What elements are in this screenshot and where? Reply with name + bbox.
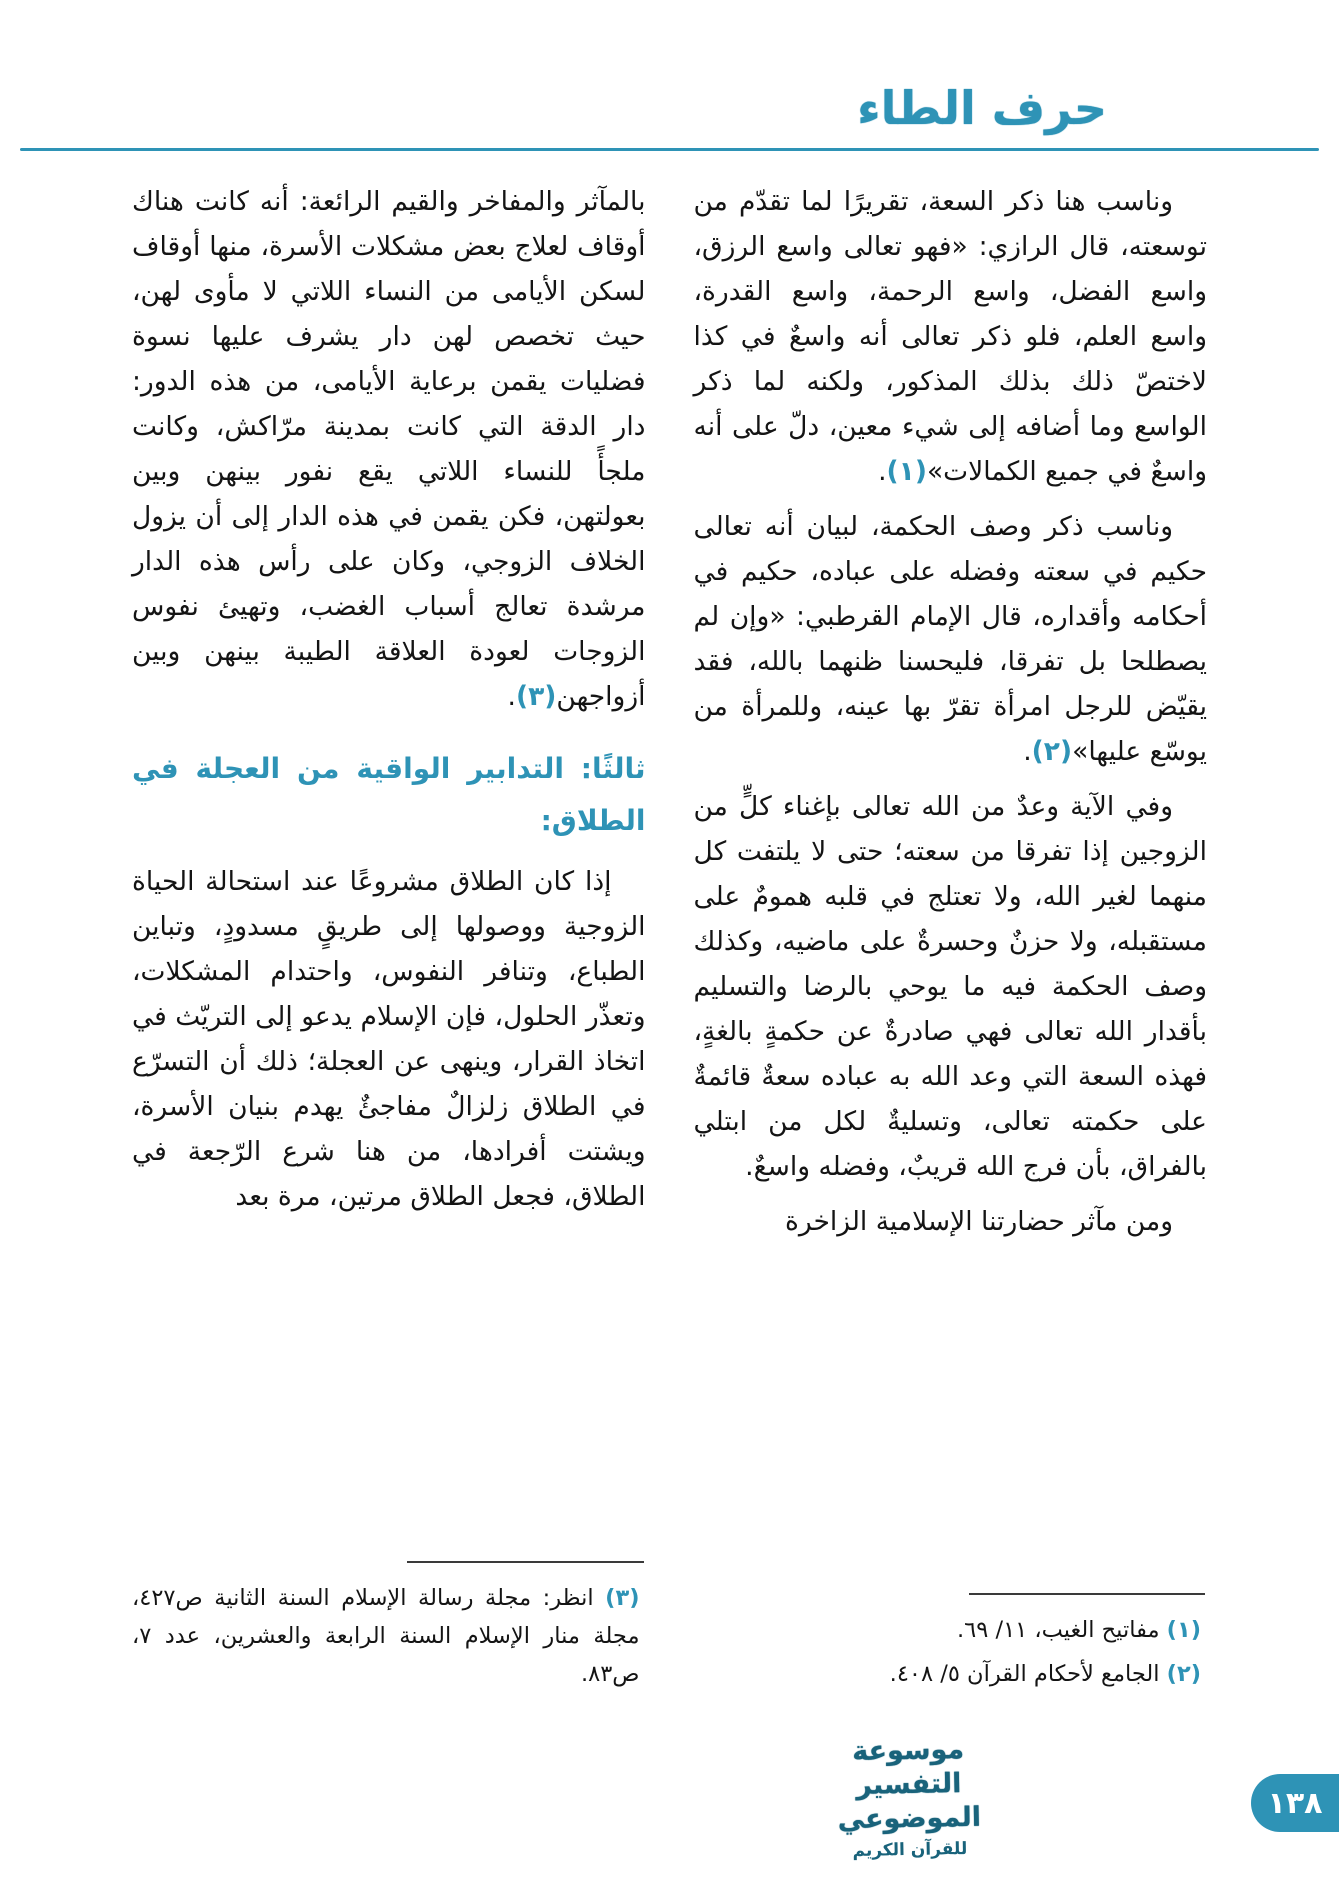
page-number-badge: ١٣٨ — [1251, 1774, 1339, 1832]
section-heading: ثالثًا: التدابير الواقية من العجلة في الطلاق: — [132, 752, 646, 837]
publisher-logo-title: موسوعة التفسير الموضوعي — [837, 1734, 982, 1836]
paragraph: ومن مآثر حضارتنا الإسلامية الزاخرة — [784, 1206, 1173, 1237]
right-footnotes-block — [694, 1593, 1208, 1703]
page-header — [0, 0, 1339, 151]
left-column — [132, 179, 646, 1703]
paragraph: بالمآثر والمفاخر والقيم الرائعة: أنه كانت هناك أوقاف لعلاج بعض مشكلات الأسرة، منها أوقاف لسكن الأيامى من النساء اللاتي لا مأوى لهن، حيث تخصص لهن دار يشرف عليها نسوة فضليات يقمن برعاية الأيامى، من هذه الدور: دار الدقة التي كانت بمدينة مرّاكش، وكانت ملجأً للنساء اللاتي يقع نفور بينهن وبين بعولتهن، فكن يقمن في هذه الدار إلى أن يزول الخلاف الزوجي، وكان على رأس هذه الدار مرشدة تعالج أسباب الغضب، وتهيئ نفوس الزوجات لعودة العلاقة الطيبة بينهن وبين أزواجهن(٣). — [132, 186, 646, 712]
left-footnotes-block — [132, 1561, 646, 1703]
footnote: (١) مفاتيح الغيب، ١١/ ٦٩. — [957, 1617, 1201, 1643]
paragraph: وناسب ذكر وصف الحكمة، لبيان أنه تعالى حكيم في سعته وفضله على عباده، حكيم في أحكامه وأقداره، قال الإمام القرطبي: «وإن لم يصطلحا بل تفرقا، فليحسنا ظنهما بالله، فقد يقيّض للرجل امرأة تقرّ بها عينه، وللمرأة من يوسّع عليها»(٢). — [693, 511, 1207, 767]
footnote-separator — [407, 1561, 643, 1563]
paragraph: وناسب هنا ذكر السعة، تقريرًا لما تقدّم من توسعته، قال الرازي: «فهو تعالى واسع الرزق، واسع الفضل، واسع الرحمة، واسع القدرة، واسع العلم، فلو ذكر تعالى أنه واسعٌ في كذا لاختصّ ذلك بذلك المذكور، ولكنه لما ذكر الواسع وما أضافه إلى شيء معين، دلّ على أنه واسعٌ في جميع الكمالات»(١). — [693, 186, 1207, 487]
publisher-logo — [800, 1732, 1018, 1864]
footnote: (٢) الجامع لأحكام القرآن ٥/ ٤٠٨. — [889, 1661, 1201, 1687]
paragraph: إذا كان الطلاق مشروعًا عند استحالة الحياة الزوجية ووصولها إلى طريقٍ مسدودٍ، وتباين الطباع، وتنافر النفوس، واحتدام المشكلات، وتعذّر الحلول، فإن الإسلام يدعو إلى التريّث في اتخاذ القرار، وينهى عن العجلة؛ ذلك أن التسرّع في الطلاق زلزالٌ مفاجئٌ يهدم بنيان الأسرة، ويشتت أفرادها، من هنا شرع الرّجعة في الطلاق، فجعل الطلاق مرتين، مرة بعد — [132, 866, 646, 1212]
footnote: (٣) انظر: مجلة رسالة الإسلام السنة الثانية ص٤٢٧، مجلة منار الإسلام السنة الرابعة والعشرين، عدد ٧، ص٨٣. — [132, 1585, 640, 1687]
chapter-title: حرف الطاء — [857, 81, 1107, 135]
paragraph: وفي الآية وعدٌ من الله تعالى بإغناء كلٍّ من الزوجين إذا تفرقا من سعته؛ حتى لا يلتفت كل منهما لغير الله، ولا تعتلج في قلبه همومٌ على مستقبله، ولا حزنٌ وحسرةٌ على ماضيه، وكذلك وصف الحكمة فيه ما يوحي بالرضا والتسليم بأقدار الله تعالى فهي صادرةٌ عن حكمةٍ بالغةٍ، فهذه السعة التي وعد الله به عباده سعةٌ قائمةٌ على حكمته تعالى، وتسليةٌ لكل من ابتلي بالفراق، بأن فرج الله قريبٌ، وفضله واسعٌ. — [693, 791, 1207, 1182]
publisher-logo-subtitle: للقرآن الكريم — [852, 1838, 968, 1861]
footnote-separator — [969, 1593, 1205, 1595]
page-content — [0, 151, 1339, 1703]
right-column — [694, 179, 1208, 1703]
